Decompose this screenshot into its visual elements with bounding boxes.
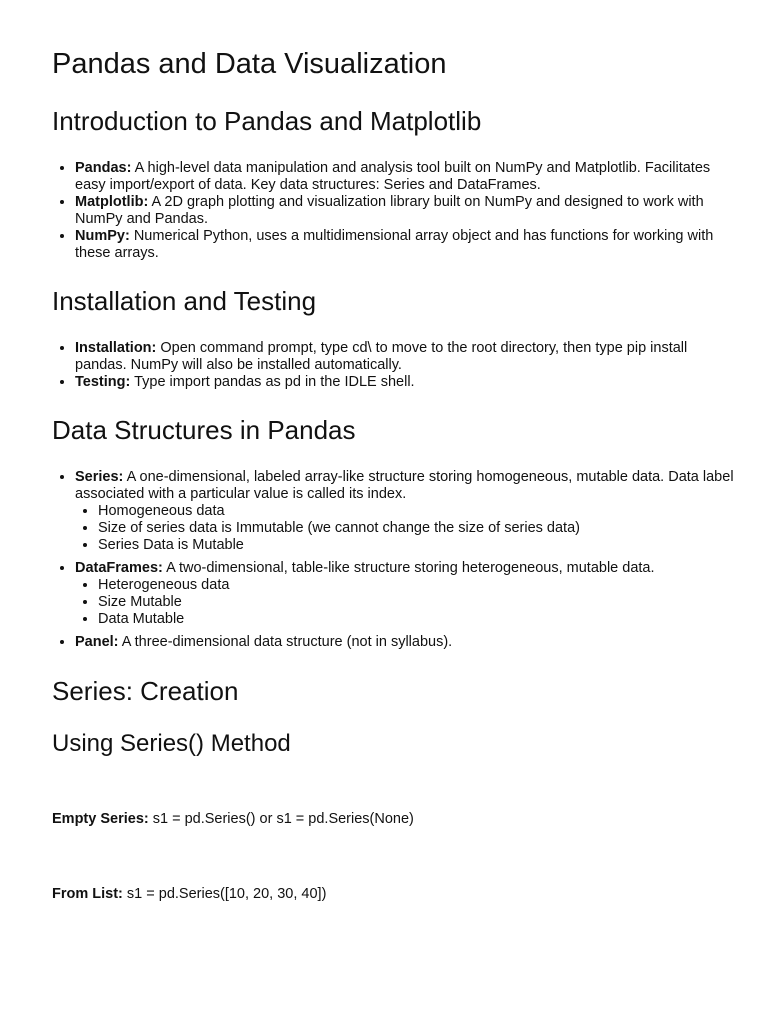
list-item [75,160,735,194]
install-list [52,340,735,391]
term-label: Matplotlib: [75,194,149,210]
term-label: DataFrames: [75,560,163,576]
sub-list-item: • Heterogeneous data [98,577,735,594]
section-heading-creation: Series: Creation [52,676,239,706]
sub-list-item: • Size of series data is Immutable (we cannot change the size of series data) [98,520,735,537]
term-label: Empty Series: [52,811,149,827]
list-item [75,228,735,262]
code-text: s1 = pd.Series([10, 20, 30, 40]) [122,886,327,902]
sub-list-item: • Data Mutable [98,611,735,628]
term-label: Pandas: [75,160,132,176]
term-description: Type import pandas as pd in the IDLE shell. [130,374,415,390]
list-item [75,469,735,554]
term-description: A three-dimensional data structure (not in syllabus). [118,634,453,650]
subsection-heading-series-method: Using Series() Method [52,730,291,757]
term-label: From List: [52,886,123,902]
page-title: Pandas and Data Visualization [52,48,447,80]
list-item [75,560,735,628]
term-label: Panel: [75,634,119,650]
section-heading-structures: Data Structures in Pandas [52,415,356,445]
list-item [75,340,735,374]
code-text: s1 = pd.Series() or s1 = pd.Series(None) [148,811,414,827]
structures-list [52,469,735,651]
list-item [75,194,735,228]
dataframes-sublist [75,577,735,628]
term-label: NumPy: [75,228,130,244]
term-description: A two-dimensional, table-like structure storing heterogeneous, mutable data. [162,560,655,576]
term-label: Series: [75,469,124,485]
section-heading-install: Installation and Testing [52,286,317,316]
term-label: Testing: [75,374,131,390]
term-label: Installation: [75,340,157,356]
section-heading-intro: Introduction to Pandas and Matplotlib [52,106,482,136]
sub-list-item: • Size Mutable [98,594,735,611]
term-description: A one-dimensional, labeled array-like structure storing homogeneous, mutable data. Data label associated with a particular value is called its index. [75,469,734,502]
list-item [75,634,735,651]
list-item [75,374,735,391]
term-description: Open command prompt, type cd\ to move to the root directory, then type pip install pandas. NumPy will also be installed automatically. [75,340,688,373]
series-sublist [75,503,735,554]
term-description: A high-level data manipulation and analysis tool built on NumPy and Matplotlib. Facilitates easy import/export of data. Key data structures: Series and DataFrames. [75,160,711,193]
term-description: A 2D graph plotting and visualization library built on NumPy and designed to work with NumPy and Pandas. [75,194,704,227]
sub-list-item: • Homogeneous data [98,503,735,520]
empty-series-line [52,811,414,828]
sub-list-item: • Series Data is Mutable [98,537,735,554]
from-list-line [52,886,326,903]
intro-list [52,160,735,262]
term-description: Numerical Python, uses a multidimensional array object and has functions for working with these arrays. [75,228,714,261]
